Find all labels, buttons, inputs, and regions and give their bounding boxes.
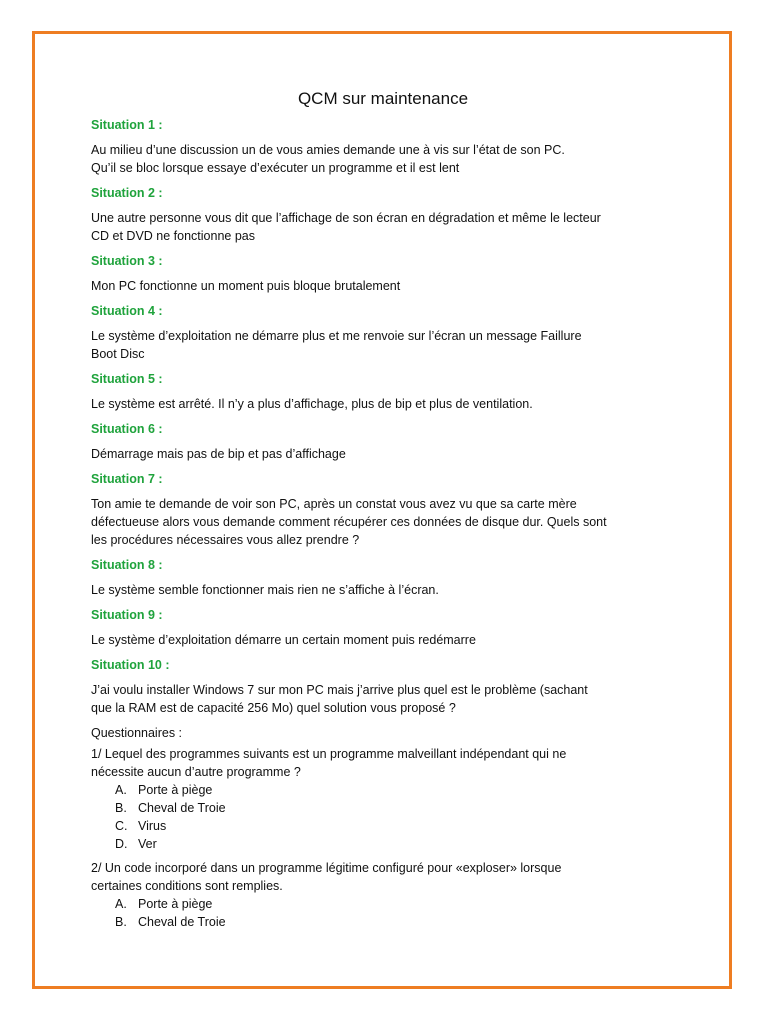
situation-6 [91, 420, 691, 463]
option-text: Virus [138, 819, 167, 833]
situation-label: Situation 2 : [91, 186, 163, 200]
situation-10 [91, 656, 691, 717]
situation-text-line: que la RAM est de capacité 256 Mo) quel solution vous proposé ? [91, 701, 456, 715]
situation-2 [91, 184, 691, 245]
situation-label: Situation 8 : [91, 558, 163, 572]
option-letter: B. [115, 801, 127, 815]
situation-label: Situation 3 : [91, 254, 163, 268]
answer-option [115, 817, 691, 835]
situation-9 [91, 606, 691, 649]
situation-label: Situation 4 : [91, 304, 163, 318]
option-text: Cheval de Troie [138, 915, 226, 929]
answer-option [115, 895, 691, 913]
situation-text-line: les procédures nécessaires vous allez prendre ? [91, 533, 360, 547]
situation-label: Situation 7 : [91, 472, 163, 486]
option-letter: D. [115, 837, 128, 851]
situation-text-line: J’ai voulu installer Windows 7 sur mon PC mais j’arrive plus quel est le problème (sachant [91, 683, 588, 697]
situation-5 [91, 370, 691, 413]
situation-text-line: Qu’il se bloc lorsque essaye d’exécuter un programme et il est lent [91, 161, 460, 175]
question-text-line: 1/ Lequel des programmes suivants est un programme malveillant indépendant qui ne [91, 747, 567, 761]
situation-text-line: Le système est arrêté. Il n’y a plus d’affichage, plus de bip et plus de ventilation. [91, 397, 533, 411]
answer-options [91, 895, 691, 931]
situation-text-line: Ton amie te demande de voir son PC, après un constat vous avez vu que sa carte mère [91, 497, 577, 511]
answer-option [115, 799, 691, 817]
option-text: Porte à piège [138, 897, 213, 911]
option-letter: B. [115, 915, 127, 929]
questionnaire-heading: Questionnaires : [91, 726, 183, 740]
option-text: Ver [138, 837, 157, 851]
question-2 [91, 859, 691, 931]
document-title: QCM sur maintenance [297, 89, 469, 108]
answer-option [115, 781, 691, 799]
situations-list [91, 116, 691, 717]
situation-text-line: Une autre personne vous dit que l’affichage de son écran en dégradation et même le lecteur [91, 211, 601, 225]
situation-text-line: Le système d’exploitation ne démarre plus et me renvoie sur l’écran un message Faillure [91, 329, 582, 343]
situation-label: Situation 10 : [91, 658, 170, 672]
situation-1 [91, 116, 691, 177]
situation-text-line: CD et DVD ne fonctionne pas [91, 229, 255, 243]
question-text-line: certaines conditions sont remplies. [91, 879, 283, 893]
option-letter: A. [115, 783, 127, 797]
situation-7 [91, 470, 691, 549]
situation-label: Situation 6 : [91, 422, 163, 436]
option-letter: C. [115, 819, 128, 833]
option-letter: A. [115, 897, 127, 911]
option-text: Cheval de Troie [138, 801, 226, 815]
situation-label: Situation 1 : [91, 118, 163, 132]
situation-3 [91, 252, 691, 295]
situation-label: Situation 5 : [91, 372, 163, 386]
answer-option [115, 913, 691, 931]
situation-text-line: Boot Disc [91, 347, 145, 361]
situation-8 [91, 556, 691, 599]
situation-text-line: Au milieu d’une discussion un de vous amies demande une à vis sur l’état de son PC. [91, 143, 565, 157]
situation-text-line: défectueuse alors vous demande comment récupérer ces données de disque dur. Quels sont [91, 515, 607, 529]
answer-options [91, 781, 691, 853]
situation-text-line: Le système d’exploitation démarre un certain moment puis redémarre [91, 633, 476, 647]
situation-text-line: Le système semble fonctionner mais rien ne s’affiche à l’écran. [91, 583, 439, 597]
situation-4 [91, 302, 691, 363]
situation-label: Situation 9 : [91, 608, 163, 622]
question-text-line: nécessite aucun d’autre programme ? [91, 765, 301, 779]
question-1 [91, 745, 691, 853]
answer-option [115, 835, 691, 853]
document-content [91, 88, 691, 937]
situation-text-line: Démarrage mais pas de bip et pas d’affichage [91, 447, 346, 461]
question-text-line: 2/ Un code incorporé dans un programme légitime configuré pour «exploser» lorsque [91, 861, 562, 875]
situation-text-line: Mon PC fonctionne un moment puis bloque brutalement [91, 279, 401, 293]
option-text: Porte à piège [138, 783, 213, 797]
